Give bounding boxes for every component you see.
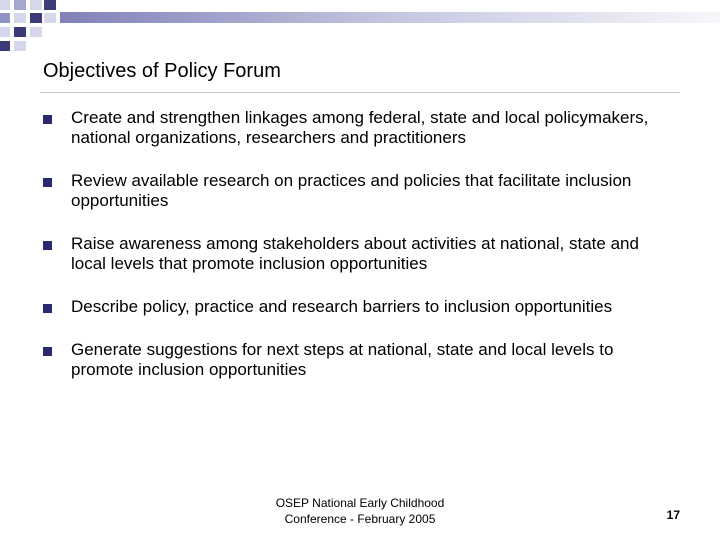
bullet-item: [43, 297, 683, 317]
slide-footer: [240, 495, 480, 527]
square-bullet-icon: [43, 241, 52, 250]
page-number: 17: [666, 508, 680, 522]
bullet-text: Create and strengthen linkages among federal, state and local policymakers, national organizations, researchers and practitioners: [71, 108, 649, 147]
square-bullet-icon: [43, 178, 52, 187]
corner-decoration: [0, 0, 720, 60]
bullet-list: [43, 108, 683, 403]
bullet-text: Describe policy, practice and research barriers to inclusion opportunities: [71, 297, 613, 316]
footer-line-2: Conference - February 2005: [284, 512, 436, 526]
bullet-text: Review available research on practices and policies that facilitate inclusion opportunities: [71, 171, 632, 210]
bullet-item: [43, 171, 683, 211]
bullet-item: [43, 108, 683, 148]
checker-squares: [0, 0, 56, 51]
square-bullet-icon: [43, 347, 52, 356]
title-divider: [40, 92, 680, 93]
bullet-text: Raise awareness among stakeholders about activities at national, state and local levels that promote inclusion opportunities: [71, 234, 639, 273]
slide-title: Objectives of Policy Forum: [43, 60, 281, 82]
header-gradient-bar: [60, 12, 720, 23]
square-bullet-icon: [43, 115, 52, 124]
footer-line-1: OSEP National Early Childhood: [275, 496, 445, 510]
bullet-text: Generate suggestions for next steps at national, state and local levels to promote inclusion opportunities: [71, 340, 614, 379]
bullet-item: [43, 234, 683, 274]
square-bullet-icon: [43, 304, 52, 313]
bullet-item: [43, 340, 683, 380]
